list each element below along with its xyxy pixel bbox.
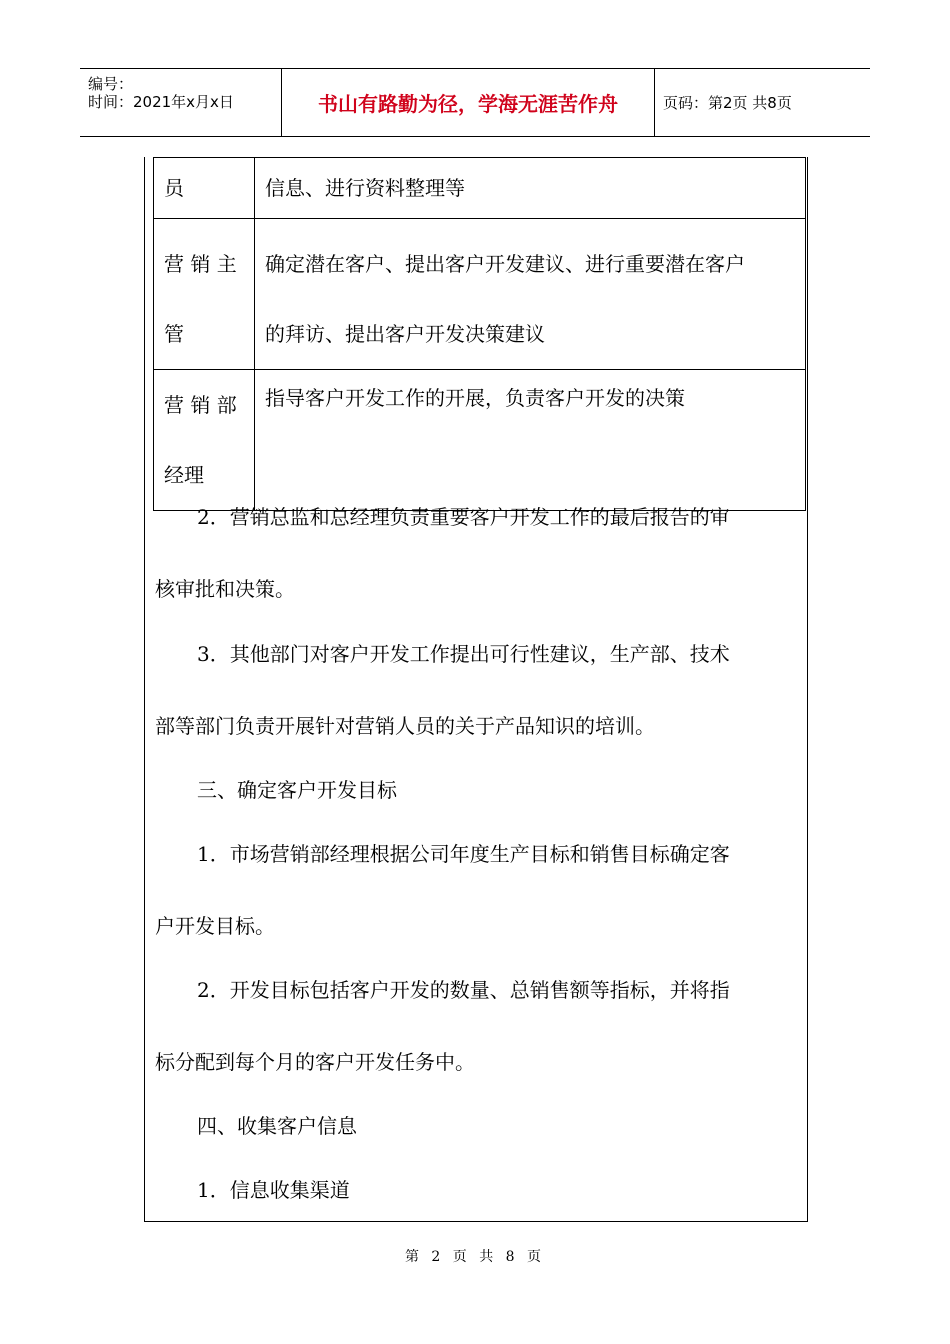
table-row	[154, 158, 806, 219]
paragraph-line: 户开发目标。	[155, 914, 275, 938]
doc-number-label: 编号：	[88, 75, 134, 93]
role-cell	[154, 158, 255, 219]
paragraph-line: 1．信息收集渠道	[197, 1178, 350, 1202]
desc-text-line2: 的拜访、提出客户开发决策建议	[265, 322, 545, 346]
table-row	[154, 219, 806, 370]
header-meta	[80, 69, 280, 136]
desc-text-line1: 确定潜在客户、提出客户开发建议、进行重要潜在客户	[265, 252, 745, 276]
role-text-line2: 管	[164, 322, 184, 346]
role-text-line1: 营 销 部	[164, 393, 237, 417]
role-text-line1: 营 销 主	[164, 252, 237, 276]
desc-text: 指导客户开发工作的开展，负责客户开发的决策	[265, 386, 685, 410]
desc-cell	[255, 219, 806, 370]
desc-text: 信息、进行资料整理等	[265, 176, 465, 200]
section-heading-3	[155, 754, 800, 826]
paragraph-line: 2．营销总监和总经理负责重要客户开发工作的最后报告的审	[197, 505, 730, 529]
paragraph-2	[155, 481, 800, 625]
paragraph-line: 2．开发目标包括客户开发的数量、总销售额等指标，并将指	[197, 978, 730, 1002]
paragraph-line: 核审批和决策。	[155, 577, 295, 601]
role-cell	[154, 219, 255, 370]
header-motto: 书山有路勤为径，学海无涯苦作舟	[281, 69, 655, 136]
paragraph-3-1	[155, 818, 800, 962]
paragraph-line: 1．市场营销部经理根据公司年度生产目标和销售目标确定客	[197, 842, 730, 866]
paragraph-3	[155, 618, 800, 762]
paragraph-4-1	[155, 1154, 800, 1226]
desc-cell	[255, 158, 806, 219]
paragraph-line: 部等部门负责开展针对营销人员的关于产品知识的培训。	[155, 714, 655, 738]
section-heading-text: 四、收集客户信息	[197, 1114, 357, 1138]
role-text: 员	[164, 176, 184, 200]
section-heading-4	[155, 1090, 800, 1162]
page-footer: 第 2 页 共 8 页	[404, 1249, 546, 1265]
responsibility-table	[153, 157, 806, 511]
role-text-line2: 经理	[164, 463, 204, 487]
page-header	[80, 68, 870, 137]
section-heading-text: 三、确定客户开发目标	[197, 778, 397, 802]
paragraph-line: 标分配到每个月的客户开发任务中。	[155, 1050, 475, 1074]
doc-time-label: 时间：2021年x月x日	[88, 93, 234, 111]
paragraph-line: 3．其他部门对客户开发工作提出可行性建议，生产部、技术	[197, 642, 730, 666]
header-page-code: 页码：第2页 共8页	[663, 94, 792, 112]
paragraph-3-2	[155, 954, 800, 1098]
